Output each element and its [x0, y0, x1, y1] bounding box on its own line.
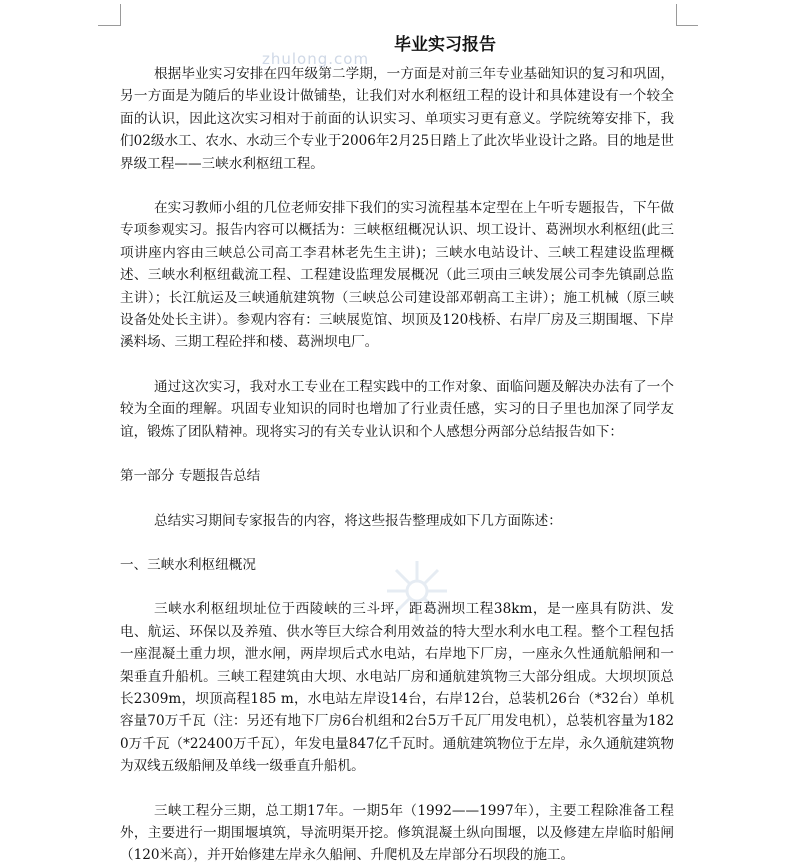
paragraph-intro: 根据毕业实习安排在四年级第二学期，一方面是对前三年专业基础知识的复习和巩固，另一方面是为随后的毕业设计做铺垫，让我们对水利枢纽工程的设计和具体建设有一个较全面的认识，因此这次实习相对于前面的认识实习、单项实习更有意义。学院统筹安排下，我们02级水工、农水、水动三个专业于2006年2月25日踏上了此次毕业设计之路。目的地是世界级工程——三峡水利枢纽工程。: [120, 66, 674, 172]
paragraph-gap: [120, 488, 674, 510]
paragraph-gap: [120, 778, 674, 800]
paragraph-phases: 三峡工程分三期，总工期17年。一期5年（1992——1997年），主要工程除准备工程外，主要进行一期围堰填筑，导流明渠开挖。修筑混凝土纵向围堰，以及修建左岸临时船闸（120米高），并开始修建左岸永久船闸、升爬机及左岸部分石坝段的施工。: [120, 802, 674, 864]
paragraph-gap: [120, 576, 674, 598]
document-title: 毕业实习报告: [394, 35, 496, 55]
paragraph-gap: [120, 532, 674, 554]
part-one-heading: 第一部分 专题报告总结: [120, 468, 261, 485]
paragraph-schedule: 在实习教师小组的几位老师安排下我们的实习流程基本定型在上午听专题报告，下午做专项参观实习。报告内容可以概括为：三峡枢纽概况认识、坝工设计、葛洲坝水利枢纽(此三项讲座内容由三峡总公司高工李君林老先生主讲)；三峡水电站设计、三峡工程建设监理概述、三峡水利枢纽截流工程、工程建设监理发展概况（此三项由三峡发展公司李先镇副总监主讲）；长江航运及三峡通航建筑物（三峡总公司建设部邓朝高工主讲）；施工机械（原三峡设备处处长主讲）。参观内容有：三峡展览馆、坝顶及120栈桥、右岸厂房及三期围堰、下岸溪料场、三期工程砼拌和楼、葛洲坝电厂。: [120, 200, 674, 351]
crop-mark-top-left-vertical: [120, 4, 121, 26]
watermark-text: zhulong.com: [262, 50, 370, 68]
crop-mark-top-left-horizontal: [98, 25, 120, 26]
section-one-heading: 一、三峡水利枢纽概况: [120, 556, 256, 573]
paragraph-gap: [120, 354, 674, 376]
paragraph-summary: 通过这次实习，我对水工专业在工程实践中的工作对象、面临问题及解决办法有了一个较为全面的理解。巩固专业知识的同时也增加了行业责任感，实习的日子里也加深了同学友谊，锻炼了团队精神。现将实习的有关专业认识和个人感想分两部分总结报告如下：: [120, 378, 674, 440]
crop-mark-top-right-horizontal: [676, 25, 698, 26]
paragraph-part-one-intro: 总结实习期间专家报告的内容，将这些报告整理成如下几方面陈述：: [154, 512, 562, 529]
paragraph-overview: 三峡水利枢纽坝址位于西陵峡的三斗坪，距葛洲坝工程38km，是一座具有防洪、发电、航运、环保以及养殖、供水等巨大综合利用效益的特大型水利水电工程。整个工程包括一座混凝土重力坝，泄水闸，两岸坝后式水电站，右岸地下厂房，一座永久性通航船闸和一架垂直升船机。三峡工程建筑由大坝、水电站厂房和通航建筑物三大部分组成。大坝坝顶总长2309m，坝顶高程185 m，水电站左岸设14台，右岸12台，总装机26台（*32台）单机容量70万千瓦（注：另还有地下厂房6台机组和2台5万千瓦厂用发电机），总装机容量为1820万千瓦（*22400万千瓦），年发电量847亿千瓦时。通航建筑物位于左岸，永久通航建筑物为双线五级船闸及单线一级垂直升船机。: [120, 601, 674, 775]
crop-mark-top-right-vertical: [676, 4, 677, 26]
document-body: [120, 32, 674, 867]
paragraph-gap: [120, 443, 674, 465]
paragraph-gap: [120, 175, 674, 197]
